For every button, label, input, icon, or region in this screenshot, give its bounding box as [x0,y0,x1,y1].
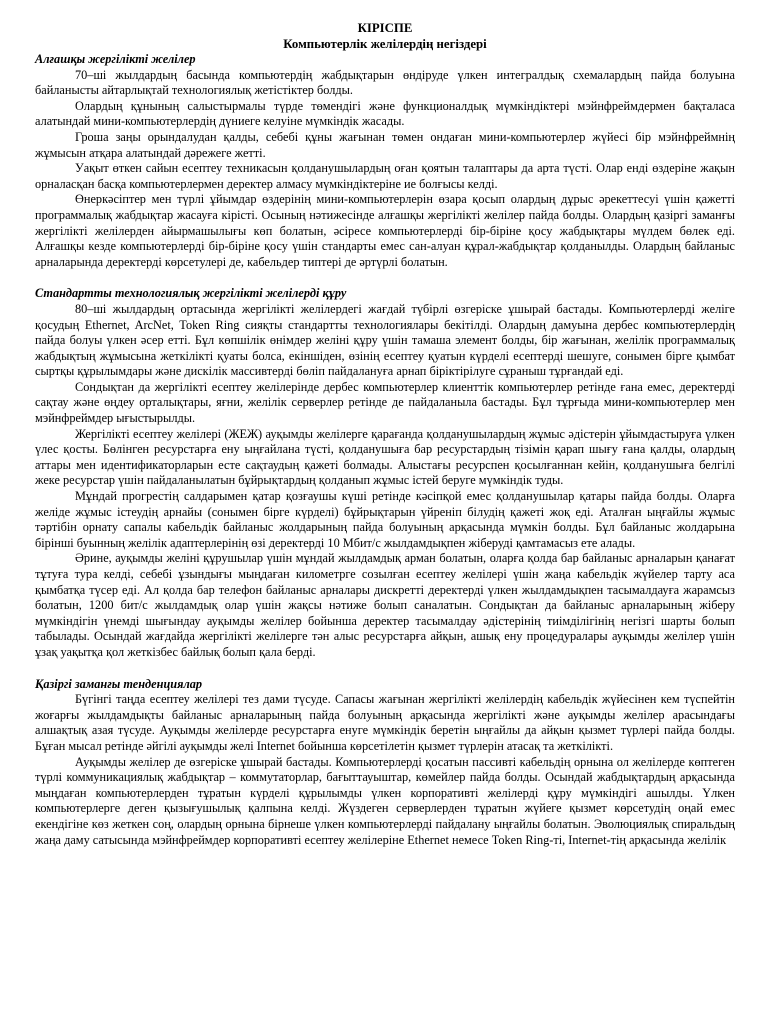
page-title: КІРІСПЕ [357,21,413,35]
paragraph: Жергiлiктi есептеу желiлерi (ЖЕЖ) ауқымды желiлерге қарағанда қолданушылардың жұмыс әдiстерiн ұйымдастыруға үлкен үлес қосты. Бөлiнген ресурстарға ену ыңғайлана түстi, қолданушыға бар ресурстардың тiзiмiн қарап шығу ғана қалды, олардың аттары мен идентификаторларын есте сақтаудың қажетi болмады. Алыстағы ресурспен қосылғаннан кейiн, қолданушыға белгiлi жеке ресурстар үшiн пайдаланылатын бұйрықтардың қолданып жұмыс iстей беруге мүмкiндiк туды. [35,426,735,488]
document-page [35,20,735,848]
paragraph: Өнеркәсiптер мен түрлi ұйымдар өздерiнiң мини-компьютерлерiн өзара қосып олардың дұрыс әрекеттесуi үшiн қажеттi программалық жабдықтар жасауға кiрiстi. Осының нәтижесiнде алғашқы жергiлiктi желiлер пайда болды. Олардың қазiргi заманғы жергiлiктi желiлерден айырмашылығы көп болатын, әсiресе компьютерлердi бiр-бiрiне қосу жабдықтары мүлдем бөлек едi. Алғашқы кезде компьютерлердi бiр-бiрiне қосу үшiн стандарты емес сан-алуан құрал-жабдықтар қолданылды. Олардың байланыс арналарында деректердi көрсетулерi де, кабельдер типтерi де әртүрлi болатын. [35,192,735,269]
paragraph: Олардың құнының салыстырмалы түрде төмендiгi және функционалдық мүмкiндiктерi мэйнфреймдермен бақталаса алатындай мини-компьютерлердiң дүниеге келуiне мүмкiндiк жасады. [35,98,735,129]
section-heading: Стандартты технологиялық жергiлiктi желiлердi құру [35,286,347,301]
section-spacer [35,661,735,677]
paragraph: Мұндай прогрестiң салдарымен қатар қозғаушы күшi ретiнде кәсiпқой емес қолданушылар қатары пайда болды. Оларға желiде жұмыс iстеудiң арнайы (сонымен бiрге күрделi) бұйрықтарын үйренiп бiлудiң қажетi жоқ едi. Аталған ыңғайлы жұмыс тәртiбiн орнату сапалы кабельдiк байланыс жолдарының пайда болуының арқасында мүмкiн болды. Бұл байланыс жолдарына бiрiншi буынның желiлiк адаптерлерiнiң өзi деректердi 10 Мбит/с жылдамдықпен жiберудi қамтамасыз ете алады. [35,489,735,550]
paragraph: 80–шi жылдардың ортасында жергiлiктi желiлердегi жағдай түбiрлi өзгерiске ұшырай бастады. Компьютерлердi желiге қосудың Ethernet, ArcNet, Token Ring сияқты стандартты технологиялары бекiтiлдi. Олардың дамуына дербес компьютерлердiң пайда болуы үлкен әсер еттi. Бұл көпшiлiк өнiмдер желiнi құру үшiн тамаша элемент болды, бiр жағынан, желiлiк программалық жабдықтың жұмысына жеткiлiктi қуаты болса, екiншiден, өзiнiң есептеу қуатын күрделi есептердi шешуге, сонымен бiрге қымбат сыртқы құрылымдары және дискiлiк массивтердi бөлiп пайдалануға арнап бiрiктiрiлуге сұраныш тұрғандай едi. [35,301,735,379]
paragraph: Бүгiнгi таңда есептеу желiлерi тез дами түсуде. Сапасы жағынан жергiлiктi желiлердiң кабельдiк жүйесiнен кем түспейтiн жоғарғы жылдамдықты байланыс арналарының пайда болуының арқасында жергiлiктi және ауқымды желiлер арасындағы алшақтық азая түсуде. Ауқымды желiлерде ресурстарға енуге мүмкiндiк беретiн ыңғайлы да айқын қызмет түрлерi пайда болды. Бұған мысал ретiнде әйгiлi ауқымды желi Internet бойынша көрсетiлетiн қызмет түрлерiн атасақ та жеткiлiктi. [35,692,735,753]
page-subtitle: Компьютерлік желілердің негіздері [283,37,487,51]
section-heading: Алғашқы жергілікті желілер [35,52,196,66]
section-heading: Қазiргi заманғы тенденциялар [35,676,203,691]
paragraph: Ауқымды желiлер де өзгерiске ұшырай бастады. Компьютерлердi қосатын пассивтi кабельдiң орнына ол желiлерде көптеген түрлi коммуникациялық жабдықтар – коммутаторлар, бағыттауыштар, көмейлер пайда болды. Осындай жабдықтардың арқасында мыңдаған компьютерлерден тұратын күрделi құрылымды үлкен корпоративтi желiлердi құру мүмкiндiгi ашылды. Үлкен компьютерлерге деген қызығушылық қалпына келдi. Жүздеген серверлерден тұратын жүйеге қызмет көрсетудiң оңай емес екендiгiне көз жеткен соң, олардың орнына бiрнеше үлкен компьютерлердi пайдалану ыңғайлы болатын. Эволюциялық спиральдың жаңа даму сатысында мэйнфреймдер корпоративтi есептеу желiлерiне Ethernet немесе Token Ring-тi, Internet-тiң арқасында желiлiк [35,754,735,847]
paragraph: Уақыт өткен сайын есептеу техникасын қолданушылардың оған қоятын талаптары да арта түстi. Олар енді өздеріне жақын орналасқан басқа компьютерлермен деректер алмасу мүмкіндіктеріне ие болғысы келді. [35,161,735,191]
paragraph: Әрине, ауқымды желiнi құрушылар үшiн мұндай жылдамдық арман болатын, оларға қолда бар байланыс арналарын қанағат тұтуға тура келдi, себебi ұзындығы мыңдаған километрге созылған есептеу желiлерi үшiн жаңа кабельдiк жүйелер тарту аса қымбатқа түсер едi. Ал қолда бар телефон байланыс арналары дискреттi деректердi үлкен жылдамдықпен тасымалдауға жарамсыз болатын, 1200 бит/с жылдамдық олар үшiн жақсы нәтиже болып саналатын. Сондықтан да байланыс арналарының жiберу мүмкiндiгiн үнемдi шығындау ауқымды желiлер бойынша деректер тасымалдау әдiстерiнiң тиiмдiлiгiнiң негiзгi шарты болып табылады. Осындай жағдайда жергiлiктi желiлерге тән алыс ресурстарға айқын, ашық ену процедуралары ауқымды желiлер үшiн ұзақ уақытқа қол жеткiзбес байлық болып қала бердi. [35,551,735,659]
paragraph: Сондықтан да жергiлiктi есептеу желiлерiнде дербес компьютерлер клиенттiк компьютерлер ретiнде ғана емес, деректердi сақтау және өңдеу орталықтары, яғни, желiлiк серверлер ретiнде де пайдаланыла бастады. Бұл тұрғыда мини-компьютерлер мен мэйнфреймдер ығыстырылды. [35,379,735,426]
section-spacer [35,270,735,286]
paragraph: Гроша заңы орындалудан қалды, себебi құны жағынан төмен ондаған мини-компьютерлер жүйесi бiр мэйнфреймнiң жұмысын атқара алатындай дәрежеге жеттi. [35,129,735,160]
paragraph: 70–шi жылдардың басында компьютердің жабдықтарын өндiруде үлкен интегралдық схемалардың пайда болуына байланысты айтарлықтай технологиялық жетiстiктер болды. [35,67,735,98]
